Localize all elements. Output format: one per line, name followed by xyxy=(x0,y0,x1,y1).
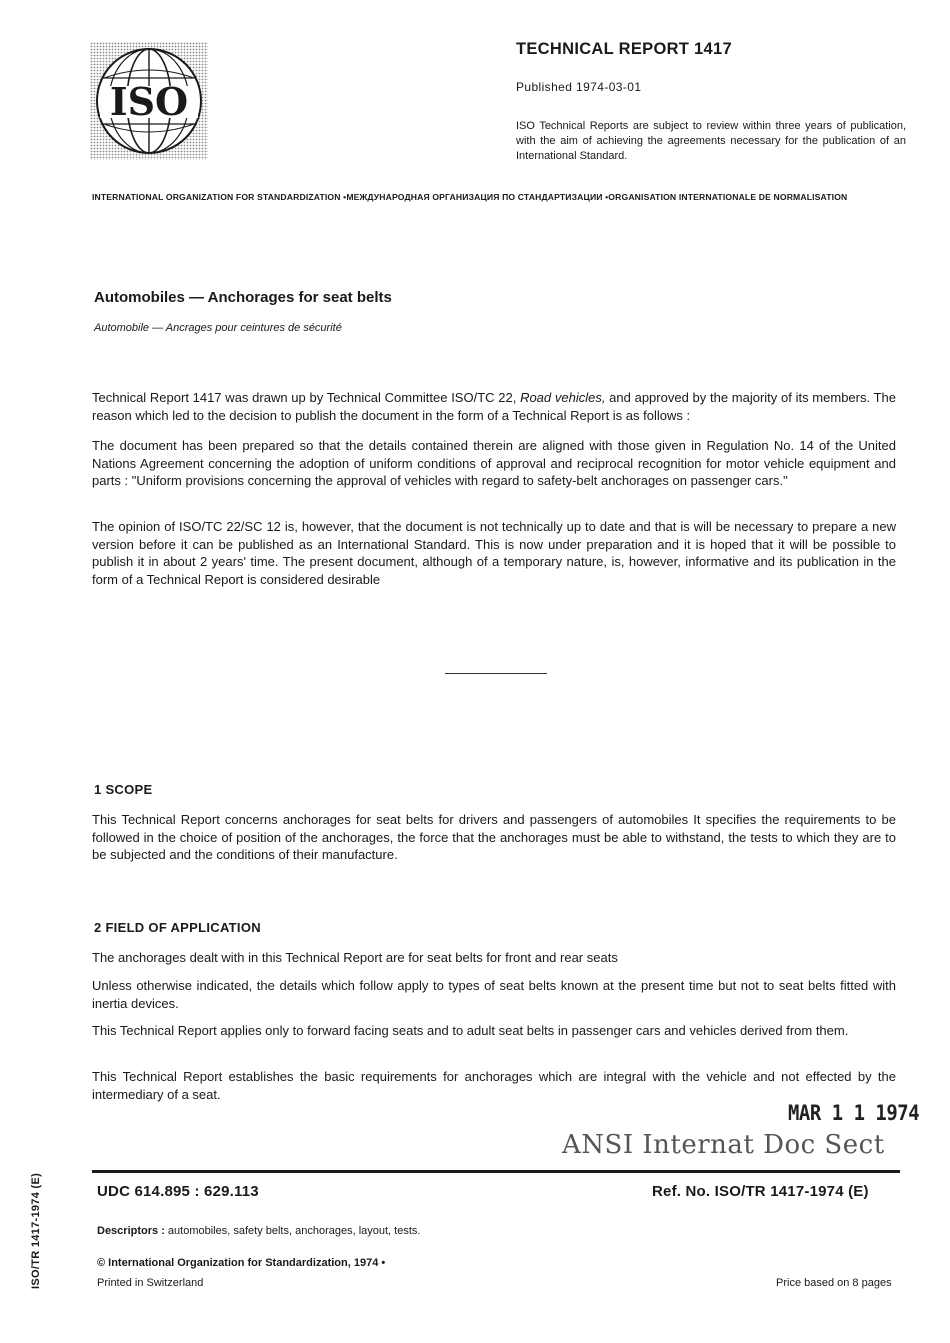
published-date: Published 1974-03-01 xyxy=(516,80,642,94)
side-reference: ISO/TR 1417-1974 (E) xyxy=(30,1172,42,1289)
udc-number: UDC 614.895 : 629.113 xyxy=(97,1183,259,1200)
svg-text:ISO: ISO xyxy=(109,79,189,124)
intro-paragraph: The opinion of ISO/TC 22/SC 12 is, however, that the document is not technically up to date and that is will be necessary to prepare a new version before it can be published as an International Standard. This is now under preparation and it is hoped that it will be possible to publish it in about 2 years' time. The present document, although of a temporary nature, is, however, informative and its publication in the form of a Technical Report is considered desirable xyxy=(92,519,896,587)
price-note: Price based on 8 pages xyxy=(776,1277,892,1289)
received-date-stamp: MAR 1 1 1974 xyxy=(788,1101,920,1125)
descriptors-list: automobiles, safety belts, anchorages, layout, tests. xyxy=(164,1225,421,1237)
copyright-notice: © International Organization for Standardization, 1974 • xyxy=(97,1257,386,1269)
intro-paragraph: Technical Report 1417 was drawn up by Technical Committee ISO/TC 22, Road vehicles, and approved by the majority of its members. The reason which led to the decision to publish the document in the form of a Technical Report is as follows : xyxy=(92,390,896,423)
footer-rule xyxy=(92,1170,900,1173)
iso-logo xyxy=(90,42,208,160)
report-title: TECHNICAL REPORT 1417 xyxy=(516,40,732,58)
field-paragraph: This Technical Report applies only to forward facing seats and to adult seat belts in passenger cars and vehicles derived from them. xyxy=(92,1023,849,1038)
document-subtitle: Automobile — Ancrages pour ceintures de sécurité xyxy=(94,322,342,334)
field-paragraph: This Technical Report establishes the basic requirements for anchorages which are integral with the vehicle and not effected by the intermediary of a seat. xyxy=(92,1069,896,1102)
section-divider xyxy=(445,673,547,674)
organization-banner: INTERNATIONAL ORGANIZATION FOR STANDARDIZATION •МЕЖДУНАРОДНАЯ ОРГАНИЗАЦИЯ ПО СТАНДАРТИЗАЦИИ •ORGANISATION INTERNATIONALE DE NORMALISATION xyxy=(92,192,848,202)
scope-heading: 1 SCOPE xyxy=(94,782,153,797)
descriptors xyxy=(97,1225,420,1237)
field-paragraph: Unless otherwise indicated, the details which follow apply to types of seat belts known at the present time but not to seat belts fitted with inertia devices. xyxy=(92,978,896,1011)
scope-paragraph: This Technical Report concerns anchorages for seat belts for drivers and passengers of automobiles It specifies the requirements to be followed in the choice of position of the anchorages, the force that the anchorages must be able to withstand, the tests to which they are to be subjected and the conditions of their manufacture. xyxy=(92,812,896,862)
intro-paragraph: The document has been prepared so that the details contained therein are aligned with those given in Regulation No. 14 of the United Nations Agreement concerning the adoption of uniform conditions of approval and reciprocal recognition for motor vehicle equipment and parts : "Uniform provisions concerning the approval of vehicles with regard to safety-belt anchorages on passenger cars." xyxy=(92,438,896,488)
printed-location: Printed in Switzerland xyxy=(97,1277,204,1289)
field-paragraph: The anchorages dealt with in this Technical Report are for seat belts for front and rear seats xyxy=(92,950,618,965)
document-title: Automobiles — Anchorages for seat belts xyxy=(94,289,392,306)
descriptors-label: Descriptors : xyxy=(97,1225,165,1237)
field-of-application-heading: 2 FIELD OF APPLICATION xyxy=(94,920,261,935)
review-note: ISO Technical Reports are subject to review within three years of publication, with the aim of achieving the agreements necessary for the publication of an International Standard. xyxy=(516,120,906,162)
reference-number: Ref. No. ISO/TR 1417-1974 (E) xyxy=(652,1183,869,1200)
library-stamp: ANSI Internat Doc Sect xyxy=(562,1130,885,1160)
